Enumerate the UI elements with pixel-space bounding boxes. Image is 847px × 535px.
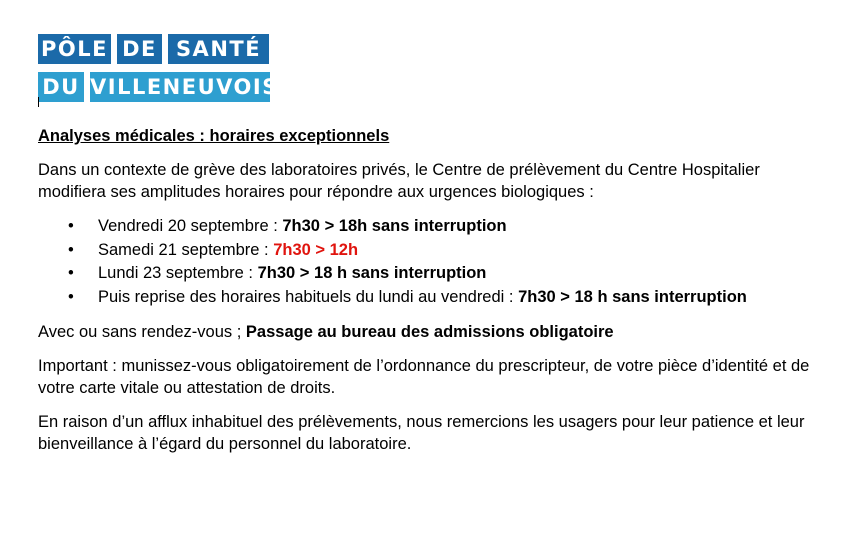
appointment-bold: Passage au bureau des admissions obligatoire: [245, 323, 614, 341]
document-body: [38, 125, 828, 467]
logo-row-2: [38, 72, 279, 102]
schedule-item-regular: [38, 286, 828, 310]
bullet-icon: •: [68, 240, 74, 259]
logo-tile-sante: SANTÉ: [168, 34, 269, 64]
schedule-day: Samedi 21 septembre :: [98, 240, 274, 259]
bullet-icon: •: [68, 287, 74, 306]
schedule-day: Puis reprise des horaires habituels du lundi au vendredi :: [98, 287, 519, 306]
appointment-paragraph: [38, 321, 828, 343]
schedule-hours-highlight: 7h30 > 12h: [273, 240, 359, 259]
appointment-prefix: Avec ou sans rendez-vous ;: [38, 323, 246, 341]
schedule-hours: 7h30 > 18h sans interruption: [282, 217, 507, 235]
schedule-day: Vendredi 20 septembre :: [98, 217, 283, 235]
schedule-item-monday: [38, 262, 828, 286]
text-cursor: [38, 97, 39, 107]
important-paragraph: Important : munissez-vous obligatoirement de l’ordonnance du prescripteur, de votre pièce d’identité et de votre carte vitale ou attestation de droits.: [38, 357, 810, 397]
logo-tile-villeneuvois: VILLENEUVOIS: [90, 72, 270, 102]
schedule-day: Lundi 23 septembre :: [98, 264, 258, 282]
logo-tile-de: DE: [117, 34, 162, 64]
intro-paragraph: Dans un contexte de grève des laboratoires privés, le Centre de prélèvement du Centre Hospitalier modifiera ses amplitudes horaires pour répondre aux urgences biologiques :: [38, 161, 760, 201]
schedule-hours: 7h30 > 18 h sans interruption: [257, 264, 487, 282]
logo-tile-pole: PÔLE: [38, 34, 111, 64]
logo-row-1: [38, 34, 270, 64]
schedule-item-saturday: [38, 239, 828, 263]
schedule-hours: 7h30 > 18 h sans interruption: [518, 287, 747, 306]
schedule-item-friday: [38, 215, 828, 239]
document-heading: Analyses médicales : horaires exceptionnels: [38, 127, 390, 145]
closing-paragraph: En raison d’un afflux inhabituel des prélèvements, nous remercions les usagers pour leur patience et leur bienveillance à l’égard du personnel du laboratoire.: [38, 413, 805, 453]
logo-tile-du: DU: [38, 72, 84, 102]
schedule-list: [38, 215, 828, 309]
bullet-icon: •: [68, 264, 74, 282]
pole-sante-logo: [38, 34, 279, 110]
bullet-icon: •: [68, 217, 74, 235]
